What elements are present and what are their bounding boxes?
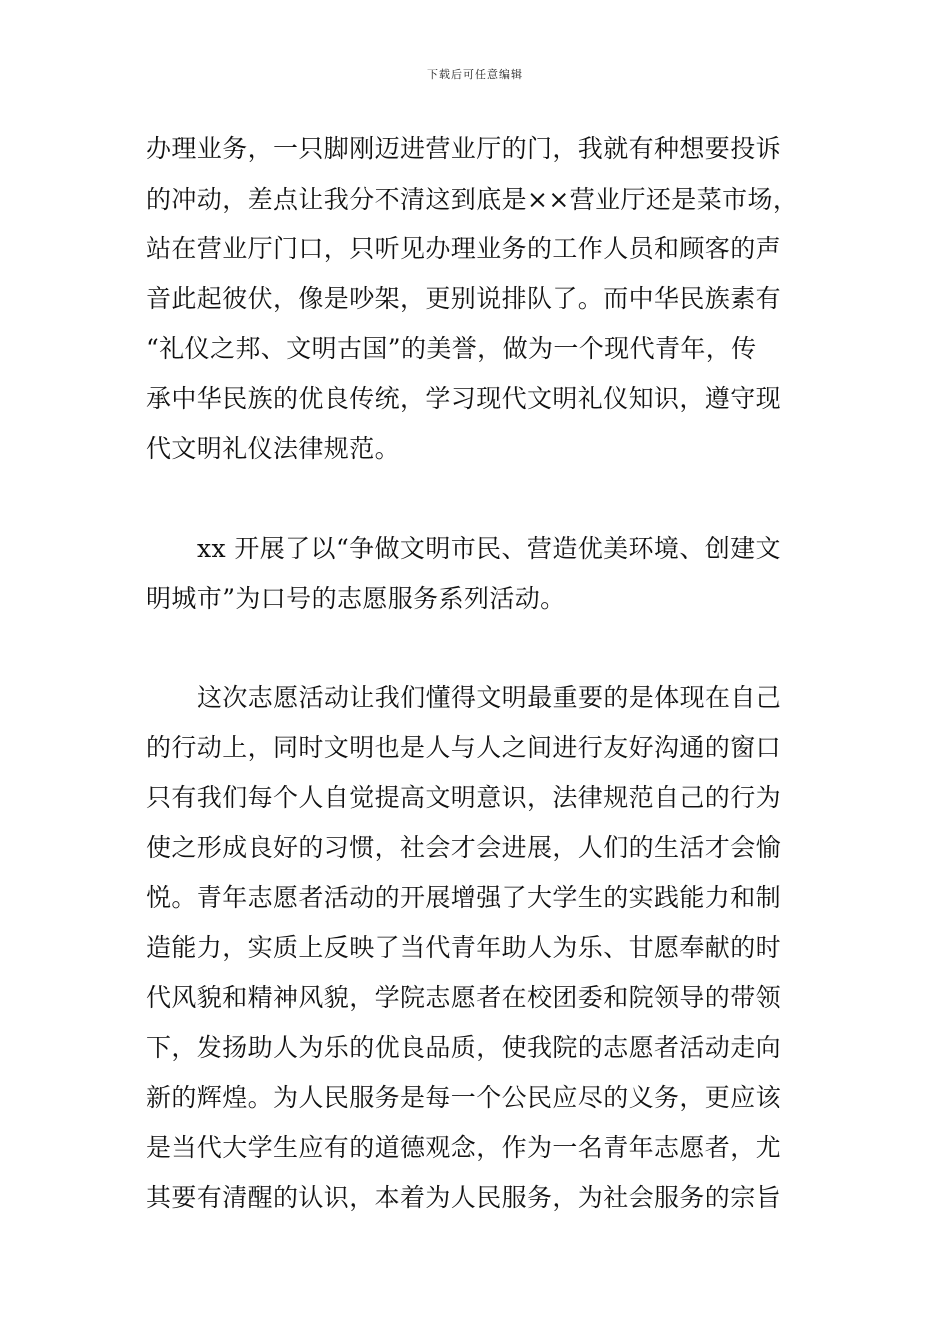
paragraph-line: 造能力，实质上反映了当代青年助人为乐、甘愿奉献的时 [146, 933, 782, 962]
paragraph-line: 是当代大学生应有的道德观念，作为一名青年志愿者，尤 [146, 1133, 782, 1162]
paragraph-line: xx 开展了以“争做文明市民、营造优美环境、创建文 [197, 534, 781, 563]
paragraph-line: 只有我们每个人自觉提高文明意识，法律规范自己的行为 [146, 783, 782, 812]
paragraph-line: 这次志愿活动让我们懂得文明最重要的是体现在自己 [197, 683, 782, 712]
paragraph-line: 承中华民族的优良传统，学习现代文明礼仪知识，遵守现 [146, 384, 782, 413]
paragraph-line: 的冲动，差点让我分不清这到底是××营业厅还是菜市场， [146, 185, 799, 214]
paragraph-line: 新的辉煌。为人民服务是每一个公民应尽的义务，更应该 [146, 1083, 782, 1112]
paragraph-line: 使之形成良好的习惯，社会才会进展，人们的生活才会愉 [146, 833, 782, 862]
paragraph-line: 代文明礼仪法律规范。 [146, 434, 401, 463]
paragraph-line: 办理业务，一只脚刚迈进营业厅的门，我就有种想要投诉 [146, 134, 782, 163]
header-note: 下载后可任意编辑 [427, 68, 523, 81]
paragraph-line: 悦。青年志愿者活动的开展增强了大学生的实践能力和制 [146, 883, 782, 912]
paragraph-line: 音此起彼伏，像是吵架，更别说排队了。而中华民族素有 [146, 284, 782, 313]
paragraph-line: 明城市”为口号的志愿服务系列活动。 [146, 584, 566, 613]
paragraph-line: 下，发扬助人为乐的优良品质，使我院的志愿者活动走向 [146, 1033, 782, 1062]
paragraph-line: 其要有清醒的认识，本着为人民服务，为社会服务的宗旨 [146, 1183, 782, 1212]
paragraph-line: 代风貌和精神风貌，学院志愿者在校团委和院领导的带领 [146, 983, 782, 1012]
paragraph-line: “礼仪之邦、文明古国”的美誉，做为一个现代青年，传 [146, 334, 757, 363]
paragraph-line: 的行动上，同时文明也是人与人之间进行友好沟通的窗口 [146, 733, 782, 762]
paragraph-line: 站在营业厅门口，只听见办理业务的工作人员和顾客的声 [146, 234, 782, 263]
